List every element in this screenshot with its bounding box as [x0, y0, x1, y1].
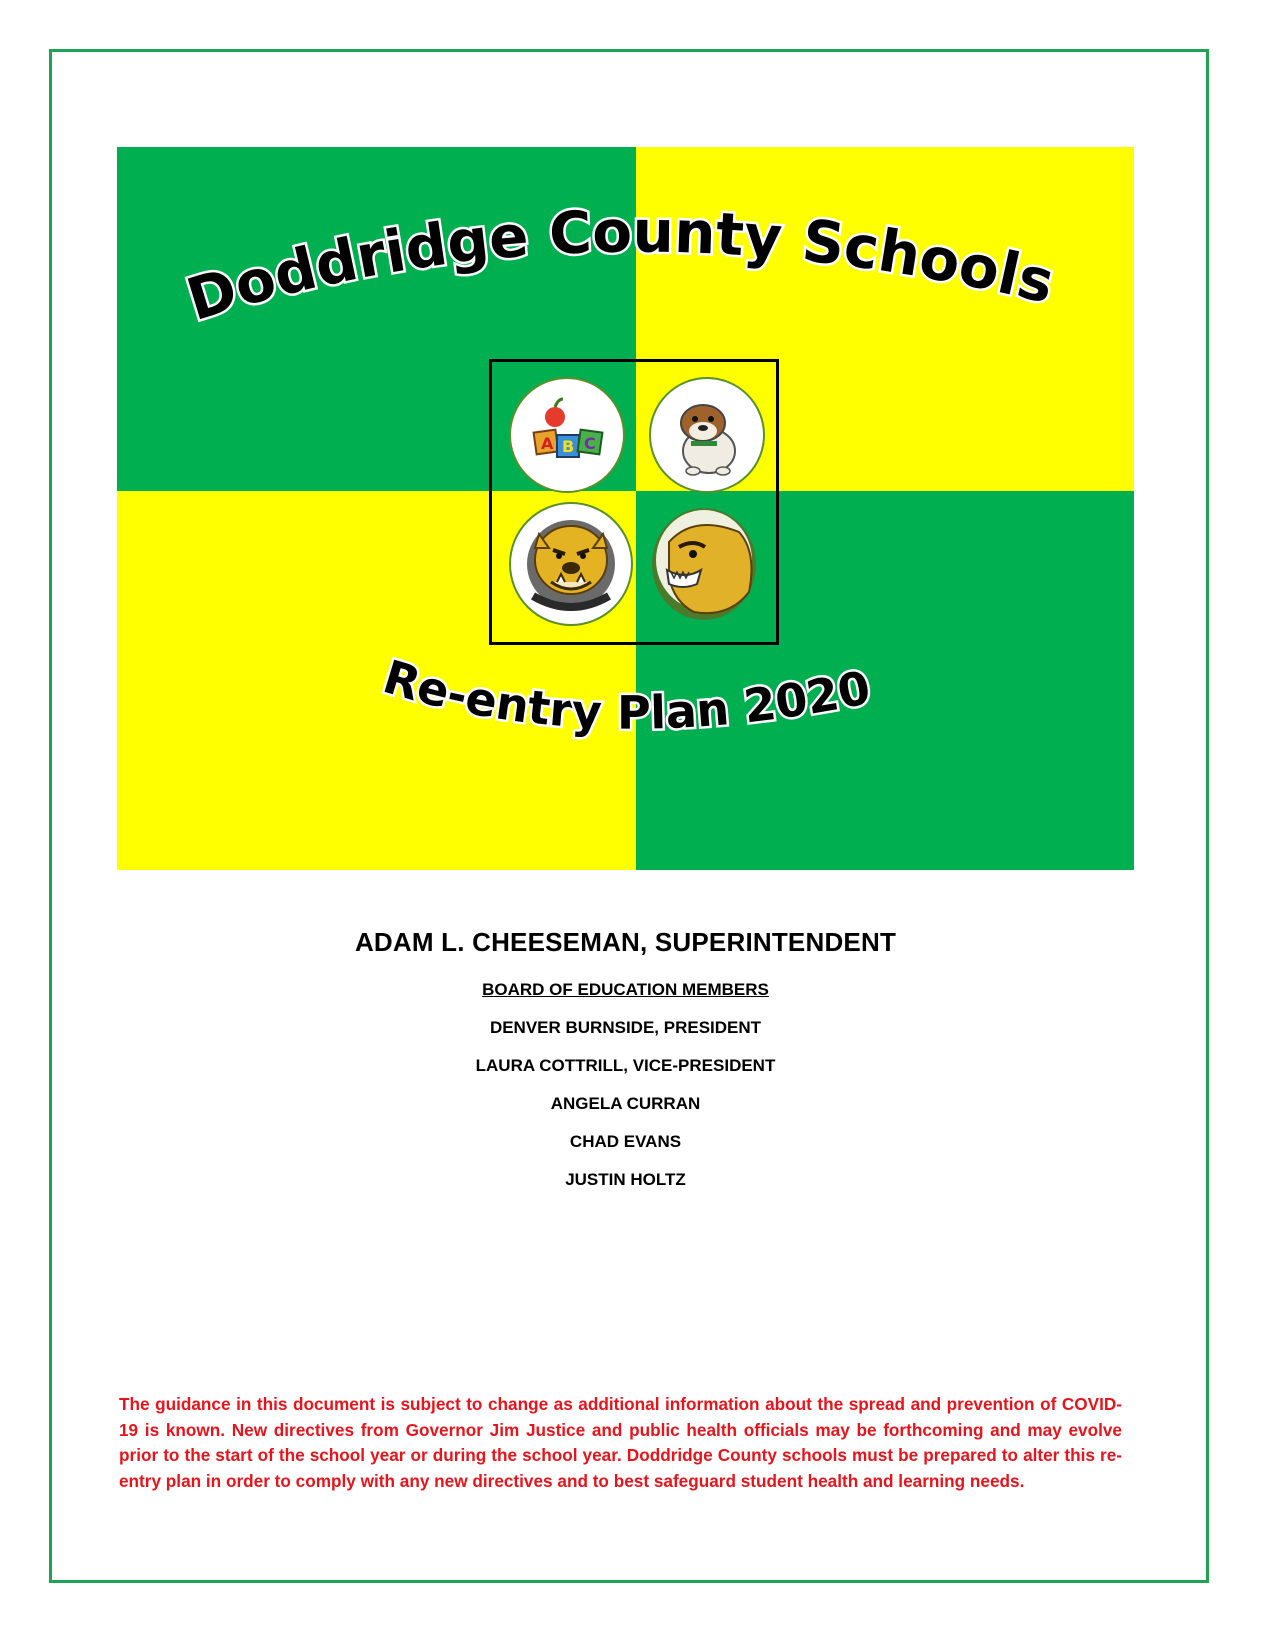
svg-text:A: A — [541, 434, 554, 453]
logo-grid — [489, 359, 779, 645]
cover-title-bottom: Re-entry Plan 2020 — [377, 649, 875, 740]
board-member: CHAD EVANS — [569, 1132, 682, 1151]
board-member: LAURA COTTRILL, VICE-PRESIDENT — [475, 1056, 776, 1075]
abc-blocks-apple-icon — [509, 377, 625, 493]
disclaimer-text: The guidance in this document is subject to change as additional information about the spread and prevention of COVID-19 is known. New directives from Governor Jim Justice and public health officials may be forthcoming and may evolve prior to the start of the school year or during the school year. Doddridge County schools must be prepared to alter this re-entry plan in order to comply with any new directives and to best safeguard student health and learning needs. — [119, 1394, 1122, 1491]
svg-text:B: B — [562, 437, 575, 456]
bulldog-face-icon — [509, 502, 633, 626]
cover-graphic — [117, 147, 1134, 870]
board-heading: BOARD OF EDUCATION MEMBERS — [482, 980, 769, 999]
board-member: DENVER BURNSIDE, PRESIDENT — [489, 1018, 762, 1037]
svg-text:C: C — [584, 434, 596, 453]
bulldog-side-icon — [649, 502, 759, 622]
board-member: ANGELA CURRAN — [550, 1094, 701, 1113]
cover-title-top: Doddridge County Schools — [179, 197, 1061, 334]
superintendent-name: ADAM L. CHEESEMAN, SUPERINTENDENT — [354, 927, 897, 957]
bulldog-mascot-icon — [649, 377, 765, 493]
board-member: JUSTIN HOLTZ — [565, 1170, 686, 1189]
